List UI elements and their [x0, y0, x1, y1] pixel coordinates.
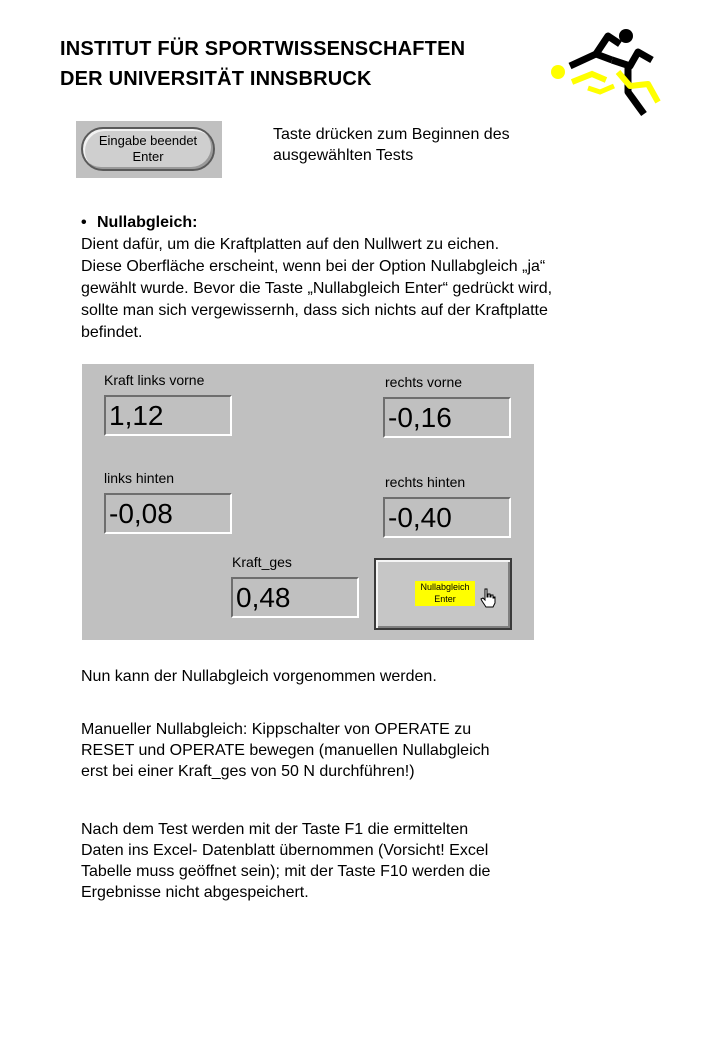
enter-button-description — [273, 124, 510, 166]
force-panel — [82, 364, 534, 640]
eingabe-beendet-enter-button[interactable] — [81, 127, 215, 171]
paragraph-line: Nach dem Test werden mit der Taste F1 die ermittelten — [81, 821, 469, 838]
paragraph-line: Daten ins Excel- Datenblatt übernommen (Vorsicht! Excel — [81, 842, 489, 859]
bullet-icon: • — [81, 214, 87, 231]
institute-title — [60, 34, 465, 94]
enter-description-line2: ausgewählten Tests — [273, 147, 414, 164]
nullabgleich-section — [81, 212, 641, 344]
section-line: Diese Oberfläche erscheint, wenn bei der Option Nullabgleich „ja“ — [81, 258, 546, 275]
paragraph-excel — [81, 819, 641, 903]
section-line: Dient dafür, um die Kraftplatten auf den Nullwert zu eichen. — [81, 236, 500, 253]
rechts-hinten-label: rechts hinten — [385, 474, 466, 490]
paragraph-line: Nun kann der Nullabgleich vorgenommen werden. — [81, 668, 437, 685]
section-heading — [81, 212, 641, 234]
kraft-ges-value: 0,48 — [231, 577, 359, 618]
kraft-links-vorne-label: Kraft links vorne — [104, 372, 205, 388]
enter-button-label-line1: Eingabe beendet — [98, 133, 198, 148]
paragraph-nullabgleich — [81, 666, 641, 687]
paragraph-line: RESET und OPERATE bewegen (manuellen Nullabgleich — [81, 742, 490, 759]
enter-button-label-line2: Enter — [132, 149, 164, 164]
paragraph-manuell — [81, 719, 641, 782]
institute-title-line1: INSTITUT FÜR SPORTWISSENSCHAFTEN — [60, 38, 466, 60]
section-line: befindet. — [81, 324, 143, 341]
eingabe-beendet-screenshot — [76, 121, 222, 178]
links-hinten-value: -0,08 — [104, 493, 232, 534]
rechts-vorne-label: rechts vorne — [385, 374, 463, 390]
section-heading-text: Nullabgleich: — [97, 214, 198, 231]
paragraph-line: Ergebnisse nicht abgespeichert. — [81, 884, 309, 901]
section-line: gewählt wurde. Bevor die Taste „Nullabgleich Enter“ gedrückt wird, — [81, 280, 553, 297]
rechts-vorne-value: -0,16 — [383, 397, 511, 438]
paragraph-line: erst bei einer Kraft_ges von 50 N durchführen!) — [81, 763, 415, 780]
kraft-ges-label: Kraft_ges — [232, 554, 292, 570]
nullabgleich-button-label — [415, 581, 475, 606]
links-hinten-label: links hinten — [104, 470, 175, 486]
enter-description-line1: Taste drücken zum Beginnen des — [273, 126, 510, 143]
nullabgleich-label-line2: Enter — [434, 594, 456, 604]
paragraph-line: Tabelle muss geöffnet sein); mit der Taste F10 werden die — [81, 863, 491, 880]
institute-title-line2: DER UNIVERSITÄT INNSBRUCK — [60, 68, 372, 90]
runner-logo-icon — [548, 22, 668, 122]
section-line: sollte man sich vergewissernh, dass sich nichts auf der Kraftplatte — [81, 302, 548, 319]
rechts-hinten-value: -0,40 — [383, 497, 511, 538]
kraft-links-vorne-value: 1,12 — [104, 395, 232, 436]
nullabgleich-enter-button[interactable] — [374, 558, 512, 630]
nullabgleich-label-line1: Nullabgleich — [420, 582, 470, 592]
hand-cursor-icon — [480, 588, 496, 608]
paragraph-line: Manueller Nullabgleich: Kippschalter von OPERATE zu — [81, 721, 472, 738]
